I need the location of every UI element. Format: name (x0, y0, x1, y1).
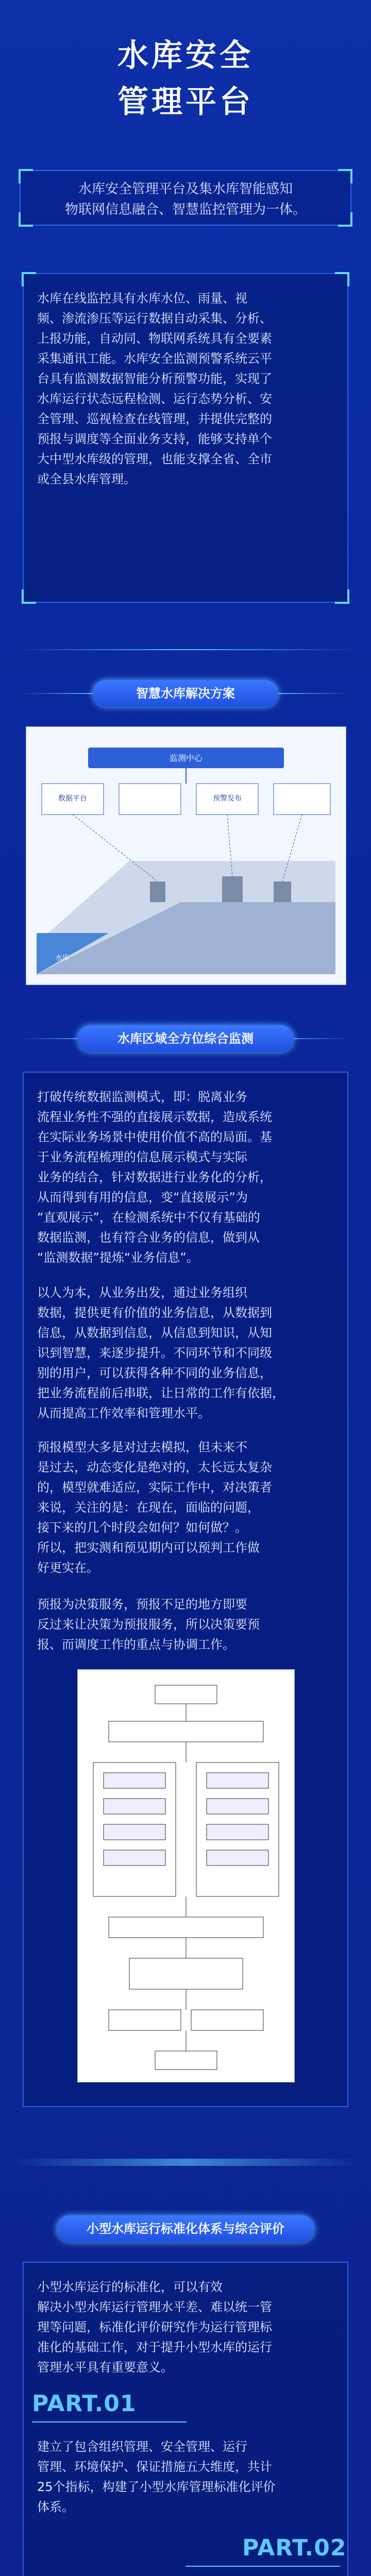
monitoring-line: 业务的结合，针对数据进行业务化的分析， (37, 1170, 272, 1184)
monitoring-line: 反过来让决策为预报服务，所以决策要预 (37, 1617, 260, 1632)
intro-line: 台具有监测数据智能分析预警功能，实现了 (37, 371, 272, 386)
part1-line: 管理、环境保护、保证措施五大维度，共计 (37, 2460, 272, 2474)
monitoring-line: 报、而调度工作的重点与协调工作。 (37, 1637, 235, 1652)
monitoring-line: 是过去，动态变化是绝对的，太长远太复杂 (37, 1460, 272, 1475)
part2-title: PART.02 (242, 2535, 347, 2561)
monitoring-line: 预报为决策服务，预报不足的地方即要 (37, 1597, 247, 1612)
part1-line: 体系。 (37, 2500, 74, 2514)
solution-diagram (26, 727, 346, 985)
monitoring-line: 好更实在。 (37, 1561, 99, 1575)
intro-line: 水库在线监控具有水库水位、雨量、视 (37, 291, 247, 306)
monitoring-para4 (37, 1595, 334, 1655)
standardization-line: 小型水库运行的标准化，可以有效 (37, 2280, 223, 2294)
tagline-line1: 水库安全管理平台及集水库智能感知 (78, 181, 293, 197)
section-title-standardization: 小型水库运行标准化体系与综合评价 (57, 2215, 314, 2242)
fig-label-warning: 预警发布 (213, 794, 242, 803)
intro-text (37, 289, 334, 489)
intro-line: 采集通讯工能。水库安全监测预警系统云平 (37, 351, 272, 366)
monitoring-line: 预报模型大多是对过去模拟，但未来不 (37, 1440, 247, 1454)
monitoring-line: 从而得到有用的信息，变“直接展示”为 (37, 1190, 248, 1205)
pill-line-right (278, 693, 350, 694)
tagline-line2: 物联网信息融合、智慧监控管理为一体。 (64, 202, 306, 217)
part1-underline (32, 2421, 187, 2422)
monitoring-line: 别的用户，可以获得各种不同的业务信息， (37, 1366, 272, 1380)
intro-line: 上报功能，自动同、物联网系统具有全要素 (37, 331, 272, 346)
intro-line: 频、渗流渗压等运行数据自动采集、分析、 (37, 311, 272, 326)
standardization-line: 准化的基础工作，对于提升小型水库的运行 (37, 2340, 272, 2354)
monitoring-line: 数据监测，也有符合业务的信息，做到从 (37, 1230, 260, 1245)
monitoring-para3 (37, 1437, 334, 1578)
monitoring-line: 来说，关注的是：在现在，面临的问题， (37, 1500, 260, 1515)
standardization-line: 管理水平具有重要意义。 (37, 2360, 173, 2375)
monitoring-flowchart (78, 1670, 294, 2082)
monitoring-line: 信息，从数据到信息，从信息到知识，从知 (37, 1326, 272, 1340)
part2-underline (185, 2566, 340, 2567)
fig-label-platform: 数据平台 (58, 794, 87, 803)
monitoring-line: 的，模型就难适应，实际工作中，对决策者 (37, 1480, 272, 1495)
fig-label-reservoir: 水库 (55, 954, 70, 962)
hero-title-line1: 水库安全 (117, 38, 254, 74)
part1-line: 建立了包含组织管理、安全管理、运行 (37, 2439, 247, 2454)
intro-line: 水库运行状态远程检测、运行态势分析、安 (37, 392, 272, 406)
section3-glow (10, 2159, 361, 2166)
solution-figure (26, 726, 346, 985)
monitoring-line: 流程业务性不强的直接展示数据，造成系统 (37, 1110, 272, 1124)
monitoring-line: 打破传统数据监测模式，即：脱离业务 (37, 1090, 247, 1104)
intro-line: 或全县水库管理。 (37, 472, 136, 486)
monitoring-para1 (37, 1087, 334, 1268)
intro-line: 预报与调度等全面业务支持，能够支持单个 (37, 432, 272, 446)
monitoring-line: 把业务流程前后串联，让日常的工作有依据， (37, 1386, 284, 1400)
part1-title: PART.01 (32, 2391, 137, 2417)
monitoring-para2 (37, 1283, 334, 1423)
standardization-line: 解决小型水库运行管理水平差、难以统一管 (37, 2300, 272, 2314)
monitoring-line: 数据，提供更有价值的业务信息，从数据到 (37, 1306, 272, 1320)
fig-label-center: 监测中心 (169, 753, 203, 763)
monitoring-line: “直观展示”，在检测系统中不仅有基础的 (37, 1210, 260, 1225)
section-title-monitoring: 水库区域全方位综合监测 (77, 1025, 294, 1052)
part1-text (37, 2437, 334, 2517)
monitoring-line: 识到智慧，来逐步提升。不同环节和不同级 (37, 1346, 272, 1360)
monitoring-line: 于业务流程梳理的信息展示模式与实际 (37, 1150, 247, 1164)
monitoring-line: 在实际业务场景中使用价值不高的局面。基 (37, 1130, 272, 1144)
part1-line: 25个指标，构建了小型水库管理标准化评价 (37, 2480, 276, 2494)
standardization-intro (37, 2277, 334, 2378)
pill-line-left (21, 693, 93, 694)
monitoring-figure (77, 1669, 295, 2082)
monitoring-line: 接下来的几个时段会如何？如何做？。 (37, 1520, 247, 1535)
monitoring-line: 所以，把实测和预见期内可以预判工作做 (37, 1540, 260, 1555)
standardization-line: 理等问题，标准化评价研究作为运行管理标 (37, 2320, 272, 2334)
monitoring-line: “监测数据”提炼“业务信息”。 (37, 1250, 199, 1265)
monitoring-line: 从而提高工作效率和管理水平。 (37, 1406, 210, 1420)
section-title-solution: 智慧水库解决方案 (93, 680, 278, 707)
divider (15, 649, 356, 650)
intro-line: 全管理、巡视检查在线管理，并提供完整的 (37, 412, 272, 426)
monitoring-line: 以人为本，从业务出发，通过业务组织 (37, 1285, 247, 1300)
hero-title-line2: 管理平台 (117, 84, 254, 120)
intro-line: 大中型水库级的管理，也能支撑全省、全市 (37, 452, 272, 466)
